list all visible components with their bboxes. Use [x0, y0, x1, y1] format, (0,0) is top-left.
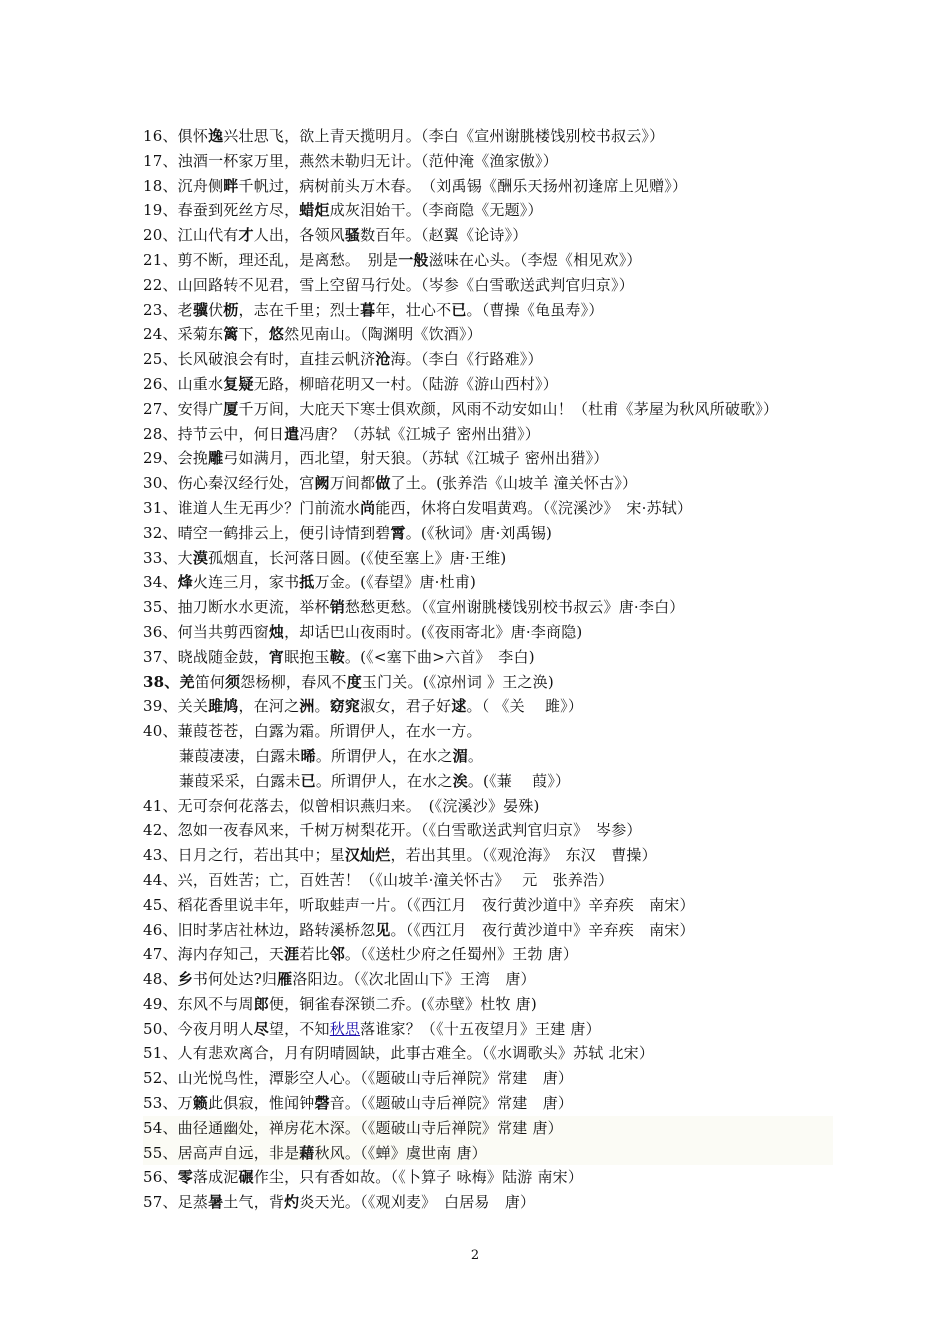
emphasized-char: 厦	[223, 399, 239, 418]
emphasized-char: 阙	[314, 474, 330, 493]
emphasized-char: 雎鸠	[208, 697, 239, 716]
hyperlink-text[interactable]: 秋思	[329, 1019, 361, 1038]
line-text: 。	[467, 746, 484, 765]
poem-line	[143, 1066, 833, 1091]
line-text: 。	[314, 697, 330, 716]
line-text: 。（《送杜少府之任蜀州》王勃 唐）	[344, 945, 579, 964]
line-text: 火连三月，家书	[192, 573, 300, 592]
page-number: 2	[470, 1248, 480, 1263]
line-text: 50、今夜月明人	[143, 1019, 254, 1038]
line-text: ，却话巴山夜雨时。(《夜雨寄北》唐·李商隐)	[284, 622, 583, 641]
emphasized-char: 已	[300, 771, 316, 790]
line-text: 16、俱怀	[143, 127, 209, 145]
poetry-line-list	[143, 124, 833, 1215]
poem-line	[143, 645, 833, 670]
emphasized-char: 烛	[268, 622, 285, 641]
poem-line	[143, 769, 833, 794]
line-text: 34、	[143, 573, 178, 592]
poem-line	[143, 1091, 833, 1116]
line-text: 57、足蒸	[143, 1193, 209, 1212]
line-text: 21、剪不断，理还乱，是离愁。 别是	[143, 250, 399, 269]
line-text: 伏	[208, 300, 224, 319]
emphasized-char: 湄	[452, 746, 468, 765]
line-text: 18、沉舟侧	[143, 176, 224, 195]
line-text: 此俱寂，惟闻钟	[208, 1094, 315, 1113]
line-text: 43、日月之行，若出其中；星	[143, 846, 345, 865]
line-text: 41、无可奈何花落去，似曾相识燕归来。 (《浣溪沙》晏殊)	[143, 796, 540, 815]
emphasized-char: 复疑	[223, 374, 254, 393]
emphasized-char: 零	[177, 1168, 193, 1187]
poem-line	[143, 843, 833, 868]
line-text: 千万间，大庇天下寒士俱欢颜，风雨不动安如山！（杜甫《茅屋为秋风所破歌》）	[238, 399, 779, 418]
line-text: 27、安得广	[143, 399, 224, 418]
line-text: 千帆过，病树前头万木春。 （刘禹锡《酬乐天扬州初逢席上见赠》）	[238, 176, 688, 195]
poem-line	[143, 422, 833, 447]
line-text: ，志在千里；烈士	[238, 300, 361, 319]
emphasized-char: 须	[225, 672, 241, 691]
line-text: 兴壮思飞，欲上青天揽明月。（李白《宣州谢朓楼饯别校书叔云》）	[223, 127, 665, 145]
line-text: 能西，休将白发唱黄鸡。（《浣溪沙》 宋·苏轼）	[375, 498, 693, 517]
emphasized-char: 尽	[253, 1019, 269, 1038]
poem-line	[143, 570, 833, 595]
line-text: 。(《<塞下曲>六首》 李白)	[344, 647, 535, 666]
emphasized-char: 畔	[223, 176, 239, 195]
emphasized-char: 才	[238, 226, 254, 245]
emphasized-char: 洲	[299, 697, 315, 716]
poem-line	[143, 298, 833, 323]
line-text: 成灰泪始干。（李商隐《无题》）	[329, 201, 543, 220]
poem-line	[143, 992, 833, 1017]
line-text: 22、山回路转不见君，雪上空留马行处。（岑参《白雪歌送武判官归京》）	[143, 275, 634, 294]
emphasized-char: 郎	[253, 994, 269, 1013]
emphasized-char: 窈窕	[329, 697, 361, 716]
poem-line	[143, 1116, 833, 1141]
line-text: 。(《蒹 葭》）	[467, 771, 571, 790]
line-text: 48、	[143, 970, 178, 989]
line-text: 万金。(《春望》唐·杜甫)	[314, 573, 477, 592]
line-text: 数百年。（赵翼《论诗》）	[360, 226, 528, 245]
emphasized-char: 暑	[208, 1193, 224, 1212]
emphasized-char: 灼	[284, 1193, 300, 1212]
emphasized-char: 已	[451, 300, 467, 319]
line-text: 。（《西江月 夜行黄沙道中》辛弃疾 南宋）	[390, 920, 695, 939]
emphasized-char: 涯	[284, 945, 300, 964]
emphasized-char: 逸	[208, 127, 224, 145]
line-text: 45、稻花香里说丰年，听取蛙声一片。（《西江月 夜行黄沙道中》辛弃疾 南宋）	[143, 895, 695, 914]
emphasized-char: 烽	[177, 573, 193, 592]
line-text: 42、忽如一夜春风来，千树万树梨花开。（《白雪歌送武判官归京》 岑参）	[143, 821, 642, 840]
poem-line	[143, 149, 833, 174]
line-text: 无路，柳暗花明又一村。（陆游《游山西村》）	[253, 374, 558, 393]
line-text: 然见南山。（陶渊明《饮酒》）	[284, 325, 482, 344]
poem-line	[143, 1017, 833, 1042]
poem-line	[143, 595, 833, 620]
line-text: 愁愁更愁。（《宣州谢朓楼饯别校书叔云》唐·李白）	[344, 598, 685, 617]
line-text: 19、春蚕到死丝方尽，	[143, 201, 300, 220]
emphasized-char: 度	[346, 672, 362, 691]
line-text: 万间都	[329, 474, 376, 493]
poem-line	[143, 322, 833, 347]
emphasized-char: 抵	[299, 573, 315, 592]
line-text: 望，不知	[268, 1019, 330, 1038]
emphasized-char: 鞍	[329, 647, 345, 666]
poem-line	[143, 719, 833, 744]
line-text: 。（ 《关 雎》）	[466, 697, 584, 716]
line-text: 书何处达?归	[192, 970, 278, 989]
poem-line	[143, 248, 833, 273]
emphasized-char: 籁	[192, 1094, 209, 1113]
poem-line	[143, 223, 833, 248]
poem-line	[143, 967, 833, 992]
line-text: 了土。(张养浩《山坡羊 潼关怀古》）	[390, 474, 638, 493]
line-text: 。所谓伊人，在水之	[315, 746, 453, 765]
emphasized-char: 暮	[360, 300, 376, 319]
emphasized-char: 骥	[192, 300, 209, 319]
line-text: 23、老	[143, 300, 193, 319]
line-text: 。（曹操《龟虽寿》）	[466, 300, 604, 319]
line-text: 眠抱玉	[284, 647, 330, 666]
line-text: 。(《秋词》唐·刘禹锡)	[405, 523, 553, 542]
line-text: 35、抽刀断水水更流，举杯	[143, 598, 330, 617]
emphasized-char: 漠	[192, 548, 209, 567]
emphasized-char: 雕	[208, 449, 224, 468]
poem-line	[143, 868, 833, 893]
poem-line	[143, 670, 833, 695]
emphasized-char: 逑	[451, 697, 467, 716]
line-text: 56、	[143, 1168, 178, 1187]
emphasized-char: 晞	[300, 746, 316, 765]
emphasized-char: 蜡炬	[299, 201, 330, 220]
emphasized-char: 宵	[268, 647, 285, 666]
line-text: 49、东风不与周	[143, 994, 254, 1013]
line-text: 24、采菊东	[143, 325, 224, 344]
line-text: 炎天光。（《观刈麦》 白居易 唐）	[299, 1193, 536, 1212]
poem-line	[143, 1165, 833, 1190]
line-text: 36、何当共剪西窗	[143, 622, 269, 641]
line-text: 55、居高声自远，非是	[143, 1143, 300, 1162]
poem-line	[143, 446, 833, 471]
line-text: 26、山重水	[143, 374, 224, 393]
line-text: 秋风。（《蝉》虞世南 唐）	[314, 1143, 487, 1162]
line-text: 25、长风破浪会有时，直挂云帆济	[143, 350, 376, 369]
line-text: 蒹葭采采，白露未	[179, 771, 301, 790]
line-text: 滋味在心头。（李煜《相见欢》）	[428, 250, 642, 269]
line-text: 47、海内存知己，天	[143, 945, 285, 964]
line-text: 32、晴空一鹤排云上，便引诗情到碧	[143, 523, 391, 542]
line-text: 怨杨柳，春风不	[240, 672, 347, 691]
line-text: ，在河之	[238, 697, 300, 716]
emphasized-char: 涘	[452, 771, 468, 790]
emphasized-char: 见	[375, 920, 391, 939]
emphasized-char: 悠	[268, 325, 285, 344]
emphasized-char: 碾	[238, 1168, 254, 1187]
line-text: 土气，背	[223, 1193, 285, 1212]
emphasized-char: 霄	[390, 523, 406, 542]
line-text: 30、伤心秦汉经行处，宫	[143, 474, 315, 493]
poem-line	[143, 397, 833, 422]
poem-line	[143, 794, 833, 819]
poem-line	[143, 496, 833, 521]
emphasized-char: 骚	[344, 226, 361, 245]
line-text: 下，	[238, 325, 269, 344]
line-text: ，若出其里。（《观沧海》 东汉 曹操）	[390, 846, 657, 865]
poem-line	[143, 521, 833, 546]
line-text: 37、晓战随金鼓，	[143, 647, 269, 666]
line-text: 作尘，只有香如故。（《卜算子 咏梅》陆游 南宋）	[253, 1168, 584, 1187]
emphasized-char: 篱	[223, 325, 239, 344]
line-text: 17、浊酒一杯家万里，燕然未勒归无计。（范仲淹《渔家傲》）	[143, 151, 558, 170]
poem-line	[143, 942, 833, 967]
emphasized-char: 乡	[177, 970, 193, 989]
poem-line	[143, 1190, 833, 1215]
line-text: 玉门关。(《凉州词 》王之涣)	[361, 672, 554, 691]
line-text: 便，铜雀春深锁二乔。(《赤壁》杜牧 唐)	[268, 994, 537, 1013]
line-text: 29、会挽	[143, 449, 209, 468]
line-text: 若比	[299, 945, 330, 964]
line-text: 51、人有悲欢离合，月有阴晴圆缺，此事古难全。（《水调歌头》苏轼 北宋）	[143, 1044, 655, 1063]
emphasized-char: 邻	[329, 945, 345, 964]
emphasized-char: 汉灿烂	[344, 846, 391, 865]
line-text: 笛何	[194, 672, 226, 691]
line-text: 蒹葭凄凄，白露未	[179, 746, 301, 765]
emphasized-char: 做	[375, 474, 391, 493]
line-text: 音。（《题破山寺后禅院》常建 唐）	[329, 1094, 574, 1113]
poem-line	[143, 744, 833, 769]
line-text: 。所谓伊人，在水之	[315, 771, 453, 790]
poem-line	[143, 198, 833, 223]
line-text: 弓如满月，西北望，射天狼。（苏轼《江城子 密州出猎》）	[223, 449, 609, 468]
line-text: 落谁家？（《十五夜望月》王建 唐）	[360, 1019, 601, 1038]
poem-line	[143, 1141, 833, 1166]
poem-line	[143, 471, 833, 496]
emphasized-char: 38、羌	[143, 672, 195, 691]
line-text: 46、旧时茅店社林边，路转溪桥忽	[143, 920, 376, 939]
poem-line	[143, 174, 833, 199]
line-text: 33、大	[143, 548, 193, 567]
emphasized-char: 尚	[360, 498, 376, 517]
line-text: 31、谁道人生无再少？门前流水	[143, 498, 361, 517]
poem-line	[143, 372, 833, 397]
emphasized-char: 磬	[314, 1094, 330, 1113]
poem-line	[143, 124, 833, 149]
poem-line	[143, 620, 833, 645]
line-text: 洛阳边。（《次北固山下》王湾 唐）	[292, 970, 536, 989]
poem-line	[143, 694, 833, 719]
line-text: 54、曲径通幽处，禅房花木深。（《题破山寺后禅院》常建 唐）	[143, 1118, 563, 1137]
line-text: 40、蒹葭苍苍，白露为霜。所谓伊人，在水一方。	[143, 722, 482, 741]
line-text: 44、兴，百姓苦；亡，百姓苦！（《山坡羊·潼关怀古》 元 张养浩）	[143, 870, 614, 889]
line-text: 20、江山代有	[143, 226, 239, 245]
line-text: 52、山光悦鸟性，潭影空人心。（《题破山寺后禅院》常建 唐）	[143, 1069, 574, 1088]
emphasized-char: 遣	[284, 424, 300, 443]
poem-line	[143, 1041, 833, 1066]
poem-line	[143, 893, 833, 918]
emphasized-char: 枥	[223, 300, 239, 319]
poem-line	[143, 347, 833, 372]
line-text: 39、关关	[143, 697, 209, 716]
line-text: 落成泥	[192, 1168, 239, 1187]
poem-line	[143, 818, 833, 843]
emphasized-char: 雁	[277, 970, 293, 989]
line-text: 53、万	[143, 1094, 193, 1113]
emphasized-char: 藉	[299, 1143, 315, 1162]
line-text: 冯唐？（苏轼《江城子 密州出猎》）	[299, 424, 540, 443]
poem-line	[143, 546, 833, 571]
line-text: 淑女，君子好	[360, 697, 452, 716]
line-text: 年，壮心不	[375, 300, 452, 319]
line-text: 人出，各领风	[253, 226, 345, 245]
poem-line	[143, 918, 833, 943]
line-text: 孤烟直，长河落日圆。(《使至塞上》唐·王维)	[208, 548, 507, 567]
emphasized-char: 一般	[398, 250, 429, 269]
emphasized-char: 销	[329, 598, 345, 617]
line-text: 海。（李白《行路难》）	[390, 350, 543, 369]
emphasized-char: 沧	[375, 350, 391, 369]
line-text: 28、持节云中，何日	[143, 424, 285, 443]
poem-line	[143, 273, 833, 298]
